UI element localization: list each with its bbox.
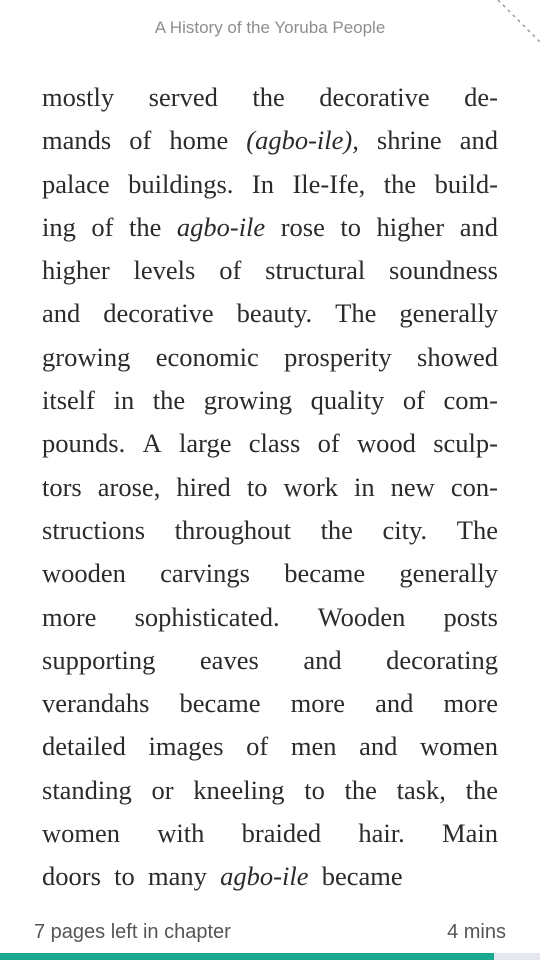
text-word: soundness [389, 255, 498, 286]
text-word: supporting [42, 644, 156, 675]
text-word: wood [356, 428, 416, 459]
text-word: sculp- [433, 428, 498, 459]
text-line [42, 379, 498, 422]
text-word: tors [42, 471, 82, 502]
text-word: doors [42, 861, 101, 892]
text-word: and [375, 688, 414, 719]
text-word: itself [42, 385, 95, 416]
text-word: city. [382, 514, 428, 545]
text-word: levels [133, 255, 196, 286]
text-line [42, 509, 498, 552]
text-word: quality [310, 385, 385, 416]
text-word: In [251, 168, 274, 199]
text-word: structions [42, 514, 146, 545]
text-word: of [129, 125, 152, 156]
text-word: of [91, 211, 114, 242]
text-line [42, 855, 498, 898]
text-word: decorative [103, 298, 214, 329]
text-line [42, 466, 498, 509]
text-word: of [219, 255, 242, 286]
text-word: became [284, 558, 366, 589]
text-word: braided [241, 818, 322, 849]
text-word: pounds. [42, 428, 126, 459]
text-word: became [179, 688, 261, 719]
text-word: the [344, 774, 377, 805]
text-word: ing [42, 211, 76, 242]
text-word: the [128, 211, 162, 242]
text-word: women [42, 818, 121, 849]
text-word: sophisticated. [134, 601, 280, 632]
text-line [42, 769, 498, 812]
text-word: wooden [42, 558, 126, 589]
text-word: the [152, 385, 186, 416]
text-word: mostly [42, 82, 115, 112]
text-word: showed [417, 341, 498, 372]
text-word: prosperity [284, 341, 392, 372]
text-word: shrine [376, 125, 442, 156]
text-word: to [340, 211, 361, 242]
text-word: many [148, 861, 207, 892]
text-word: growing [203, 385, 293, 416]
reading-progress-track [0, 953, 540, 960]
text-line [42, 206, 498, 249]
text-line [42, 682, 498, 725]
text-word: The [335, 298, 377, 329]
page-curl-icon[interactable] [490, 0, 540, 50]
text-word: con- [450, 471, 498, 502]
text-word: class [248, 428, 301, 459]
text-word: and [42, 298, 81, 329]
text-word: and [303, 644, 342, 675]
text-line [42, 422, 498, 465]
text-word: Ile-Ife, [292, 168, 366, 199]
text-word: mands [42, 125, 112, 156]
text-line [42, 596, 498, 639]
pages-left-label: 7 pages left in chapter [34, 921, 231, 943]
text-word: hair. [358, 818, 405, 849]
text-word: more [42, 601, 97, 632]
text-word: decorating [386, 644, 498, 675]
reading-progress-fill [0, 953, 494, 960]
text-word: men [290, 731, 337, 762]
text-line [42, 249, 498, 292]
text-word: decorative [319, 82, 430, 112]
text-word: carvings [160, 558, 250, 589]
text-word: structural [265, 255, 366, 286]
text-word: verandahs [42, 688, 150, 719]
text-word: served [148, 82, 218, 112]
text-word: generally [399, 298, 498, 329]
text-word: (agbo-ile), [246, 125, 359, 156]
book-title-header[interactable]: A History of the Yoruba People [154, 18, 386, 37]
text-word: with [157, 818, 205, 849]
text-word: in [354, 471, 375, 502]
text-word: new [390, 471, 435, 502]
text-word: home [169, 125, 229, 156]
text-word: to [246, 471, 268, 502]
time-left-label: 4 mins [447, 921, 506, 943]
text-line [42, 639, 498, 682]
text-word: agbo-ile [220, 861, 309, 892]
text-word: buildings. [128, 168, 234, 199]
text-word: and [459, 211, 498, 242]
text-word: A [142, 428, 162, 459]
text-word: detailed [42, 731, 126, 762]
text-word: more [443, 688, 498, 719]
text-word: women [419, 731, 498, 762]
text-word: became [321, 861, 403, 892]
text-word: rose [280, 211, 325, 242]
text-word: more [290, 688, 346, 719]
text-word: economic [155, 341, 259, 372]
text-word: generally [399, 558, 498, 589]
text-line [42, 552, 498, 595]
text-word: to [114, 861, 135, 892]
text-word: the [465, 774, 498, 805]
text-line [42, 336, 498, 379]
text-word: higher [42, 255, 110, 286]
reading-status-bar [34, 921, 506, 944]
text-line [42, 119, 498, 162]
text-line [42, 76, 498, 119]
text-word: the [320, 514, 353, 545]
text-word: the [383, 168, 417, 199]
text-line [42, 292, 498, 335]
text-word: task, [396, 774, 446, 805]
text-word: of [402, 385, 425, 416]
text-word: of [246, 731, 269, 762]
text-word: posts [443, 601, 498, 632]
text-word: com- [443, 385, 498, 416]
text-word: in [113, 385, 135, 416]
text-word: the [252, 82, 285, 112]
text-word: large [178, 428, 232, 459]
text-line [42, 812, 498, 855]
text-word: and [459, 125, 498, 156]
text-word: kneeling [193, 774, 285, 805]
text-word: higher [376, 211, 445, 242]
book-page-text[interactable] [42, 76, 498, 899]
text-word: standing [42, 774, 132, 805]
text-word: Main [442, 818, 498, 849]
text-word: to [304, 774, 325, 805]
text-word: de- [464, 82, 498, 112]
text-word: agbo-ile [176, 211, 266, 242]
text-word: hired [176, 471, 231, 502]
text-word: Wooden [317, 601, 406, 632]
text-word: work [283, 471, 338, 502]
text-word: build- [434, 168, 498, 199]
text-line [42, 163, 498, 206]
text-word: eaves [199, 644, 259, 675]
text-word: images [148, 731, 224, 762]
text-word: arose, [97, 471, 161, 502]
text-word: of [317, 428, 340, 459]
text-word: The [456, 514, 498, 545]
text-word: palace [42, 168, 110, 199]
text-word: throughout [174, 514, 291, 545]
text-word: or [151, 774, 174, 805]
text-word: growing [42, 341, 131, 372]
text-line [42, 725, 498, 768]
text-word: beauty. [236, 298, 313, 329]
text-word: and [359, 731, 398, 762]
